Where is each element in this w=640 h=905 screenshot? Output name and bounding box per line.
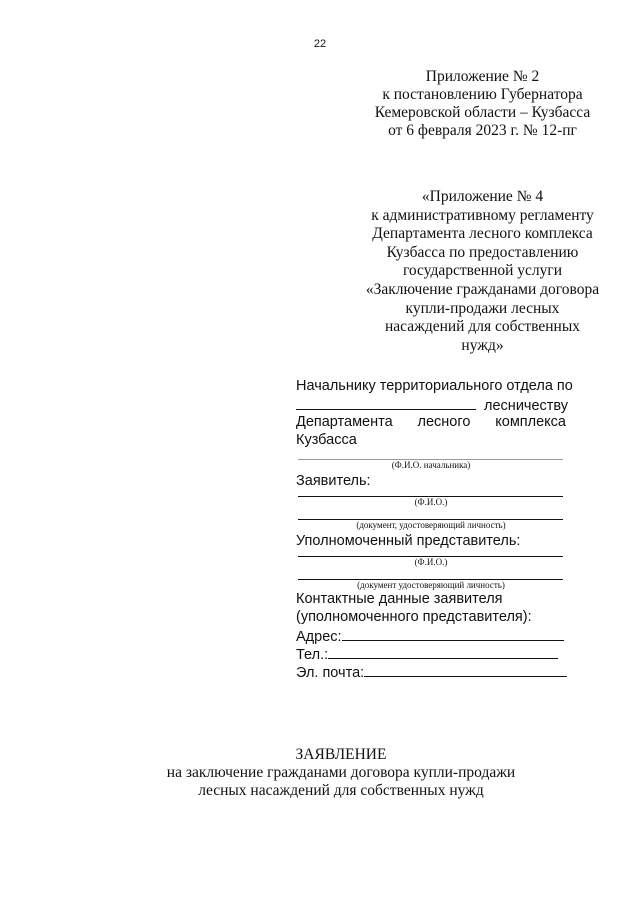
- appendix-4-line: купли-продажи лесных: [405, 299, 560, 317]
- representative-label: Уполномоченный представитель:: [296, 533, 521, 549]
- statement-title: ЗАЯВЛЕНИЕ: [295, 746, 387, 763]
- applicant-document-caption: (документ, удостоверяющий личность): [356, 520, 506, 530]
- statement-subtitle: [0, 764, 640, 800]
- forestry-line: [296, 395, 569, 414]
- appendix-4-line: нужд»: [461, 336, 504, 354]
- contacts-heading: Контактные данные заявителя: [296, 591, 503, 607]
- appendix-2-line: к постановлению Губернатора: [382, 86, 583, 103]
- page-number: 22: [313, 38, 327, 50]
- appendix-4-line: к административному регламенту: [371, 206, 594, 224]
- appendix-4-line: насаждений для собственных: [384, 318, 580, 336]
- address-field[interactable]: [342, 626, 564, 641]
- statement-subtitle-line: на заключение гражданами договора купли-продажи: [166, 764, 516, 781]
- forestry-name-field[interactable]: [296, 395, 476, 410]
- department-line: [296, 413, 566, 431]
- department-line-2: Кузбасса: [296, 432, 357, 448]
- department-word: Департамента: [296, 414, 393, 430]
- applicant-name-caption: (Ф.И.О.): [414, 497, 448, 507]
- appendix-2-line: Приложение № 2: [425, 68, 540, 85]
- department-word: комплекса: [495, 414, 566, 430]
- representative-document-caption: (документ удостоверяющий личность): [357, 580, 505, 590]
- appendix-4-line: Кузбасса по предоставлению: [386, 243, 579, 261]
- email-line: [296, 662, 566, 680]
- applicant-form-block: [296, 377, 573, 681]
- phone-label: Тел.:: [296, 647, 329, 663]
- appendix-4-line: Департамента лесного комплекса: [372, 225, 593, 243]
- applicant-label: Заявитель:: [296, 473, 371, 489]
- appendix-2-line: Кемеровской области – Кузбасса: [374, 104, 591, 121]
- appendix-2-line: от 6 февраля 2023 г. № 12-пг: [388, 122, 577, 139]
- address-label: Адрес:: [296, 629, 342, 645]
- email-field[interactable]: [364, 662, 567, 677]
- appendix-4-line: «Заключение гражданами договора: [365, 280, 600, 298]
- forestry-label: лесничеству: [484, 398, 569, 414]
- department-word: лесного: [417, 414, 471, 430]
- appendix-2-header: [360, 68, 605, 140]
- email-label: Эл. почта:: [296, 665, 365, 681]
- head-name-caption: (Ф.И.О. начальника): [391, 460, 471, 470]
- addressee-line: Начальнику территориального отдела по: [296, 378, 573, 394]
- appendix-4-header: [355, 188, 610, 355]
- statement-subtitle-line: лесных насаждений для собственных нужд: [198, 782, 484, 799]
- contacts-heading-2: (уполномоченного представителя):: [296, 609, 532, 625]
- appendix-4-line: «Приложение № 4: [421, 188, 544, 205]
- phone-field[interactable]: [328, 644, 558, 659]
- representative-name-caption: (Ф.И.О.): [414, 557, 448, 567]
- appendix-4-line: государственной услуги: [402, 262, 563, 280]
- phone-line: [296, 644, 566, 662]
- address-line: [296, 626, 566, 644]
